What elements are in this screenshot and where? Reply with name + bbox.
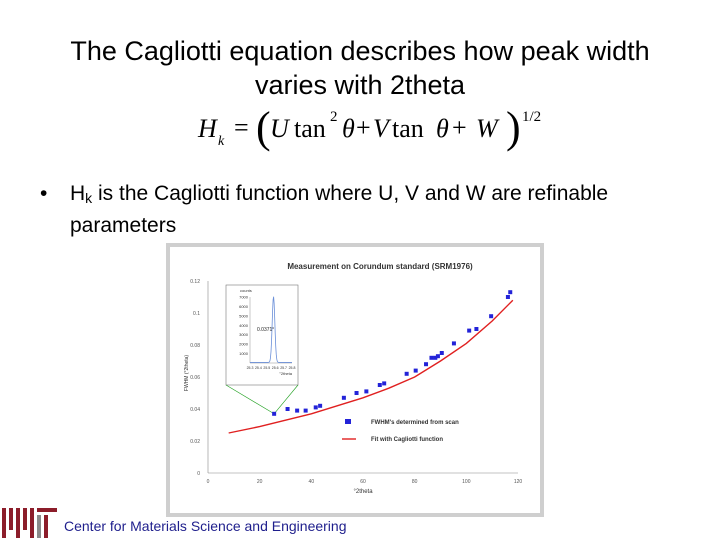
legend-label-points: FWHM's determined from scan bbox=[371, 420, 459, 426]
x-tick-label: 0 bbox=[206, 479, 210, 485]
eq-exponent: 1/2 bbox=[522, 109, 542, 125]
eq-tan2: tan bbox=[392, 114, 424, 143]
data-point bbox=[318, 404, 322, 408]
data-point bbox=[436, 354, 440, 358]
eq-theta2: θ bbox=[436, 114, 449, 143]
inset-x-unit: °2theta bbox=[279, 371, 292, 376]
data-point bbox=[364, 389, 368, 393]
y-tick-label: 0.02 bbox=[190, 439, 200, 445]
chart-title: Measurement on Corundum standard (SRM1976) bbox=[287, 262, 473, 271]
bullet-description: is the Cagliotti function where U, V and W are refinable parameters bbox=[70, 182, 609, 237]
inset-y-tick: 4000 bbox=[239, 322, 248, 328]
data-point bbox=[295, 409, 299, 413]
eq-sq: 2 bbox=[330, 109, 338, 125]
chart-ylabel: FWHM (°2theta) bbox=[184, 354, 190, 392]
inset-y-tick: 2000 bbox=[239, 341, 248, 347]
data-point bbox=[272, 412, 276, 416]
data-point bbox=[424, 362, 428, 366]
inset-x-tick: 25.4 bbox=[254, 366, 262, 370]
bullet-dot: • bbox=[40, 182, 48, 205]
legend-marker-points bbox=[345, 419, 351, 424]
eq-theta1: θ bbox=[342, 114, 355, 143]
chart-xlabel: °2theta bbox=[353, 489, 373, 495]
x-tick-label: 60 bbox=[360, 479, 366, 485]
y-tick-label: 0.1 bbox=[193, 311, 200, 317]
eq-equals: = bbox=[234, 113, 249, 142]
eq-v: V bbox=[373, 114, 389, 143]
data-point bbox=[440, 351, 444, 355]
data-point bbox=[489, 314, 493, 318]
inset-x-tick: 25.3 bbox=[246, 366, 254, 370]
eq-open-paren: ( bbox=[256, 103, 271, 152]
data-point bbox=[304, 409, 308, 413]
bullet-text bbox=[70, 180, 680, 239]
data-point bbox=[506, 295, 510, 299]
cagliotti-equation bbox=[0, 0, 720, 160]
data-point bbox=[508, 290, 512, 294]
inset-y-tick: 5000 bbox=[239, 313, 248, 319]
y-tick-label: 0.04 bbox=[190, 407, 200, 413]
data-point bbox=[429, 356, 433, 360]
y-tick-label: 0 bbox=[197, 471, 200, 477]
inset-y-tick: 3000 bbox=[239, 332, 248, 338]
eq-k: k bbox=[218, 134, 225, 149]
x-tick-label: 40 bbox=[308, 479, 315, 485]
inset-fwhm-label: 0.0371° bbox=[257, 327, 275, 333]
x-tick-label: 20 bbox=[256, 479, 263, 485]
data-point bbox=[286, 407, 290, 411]
data-point bbox=[452, 341, 456, 345]
data-point bbox=[414, 369, 418, 373]
data-point bbox=[342, 396, 346, 400]
legend-label-fit: Fit with Cagliotti function bbox=[371, 437, 443, 443]
x-tick-label: 100 bbox=[462, 479, 471, 485]
eq-h: H bbox=[198, 114, 217, 143]
eq-tan1: tan bbox=[294, 114, 326, 143]
eq-w: W bbox=[476, 114, 498, 143]
fwhm-chart bbox=[166, 243, 544, 517]
inset-panel bbox=[226, 285, 298, 385]
inset-y-tick: 1000 bbox=[239, 351, 248, 357]
inset-y-tick: 7000 bbox=[239, 294, 248, 300]
x-tick-label: 120 bbox=[513, 479, 523, 485]
y-tick-label: 0.06 bbox=[190, 375, 200, 381]
slide-title: The Cagliotti equation describes how peak width varies with 2theta bbox=[70, 36, 650, 100]
eq-plus2: + bbox=[452, 113, 467, 142]
data-point bbox=[382, 381, 386, 385]
bullet-hk-sub: k bbox=[85, 190, 93, 206]
eq-close-paren: ) bbox=[506, 103, 521, 152]
y-tick-label: 0.12 bbox=[190, 279, 200, 285]
data-point bbox=[474, 327, 478, 331]
data-point bbox=[405, 372, 409, 376]
footer-text: Center for Materials Science and Engineering bbox=[64, 518, 347, 534]
inset-y-unit: counts bbox=[240, 288, 252, 293]
eq-plus1: + bbox=[356, 113, 371, 142]
corundum-chart-figure bbox=[166, 243, 544, 517]
data-point bbox=[355, 391, 359, 395]
eq-u: U bbox=[270, 114, 289, 143]
data-point bbox=[467, 329, 471, 333]
inset-y-tick: 6000 bbox=[239, 303, 248, 309]
inset-x-tick: 25.5 bbox=[263, 366, 271, 370]
data-point bbox=[378, 383, 382, 387]
x-tick-label: 80 bbox=[411, 479, 418, 485]
inset-x-tick: 25.8 bbox=[288, 366, 296, 370]
y-tick-label: 0.08 bbox=[190, 343, 200, 349]
inset-x-tick: 25.6 bbox=[271, 366, 279, 370]
inset-x-tick: 25.7 bbox=[280, 366, 288, 370]
bullet-hk: H bbox=[70, 182, 86, 205]
mit-logo bbox=[0, 506, 60, 540]
data-point bbox=[314, 405, 318, 409]
